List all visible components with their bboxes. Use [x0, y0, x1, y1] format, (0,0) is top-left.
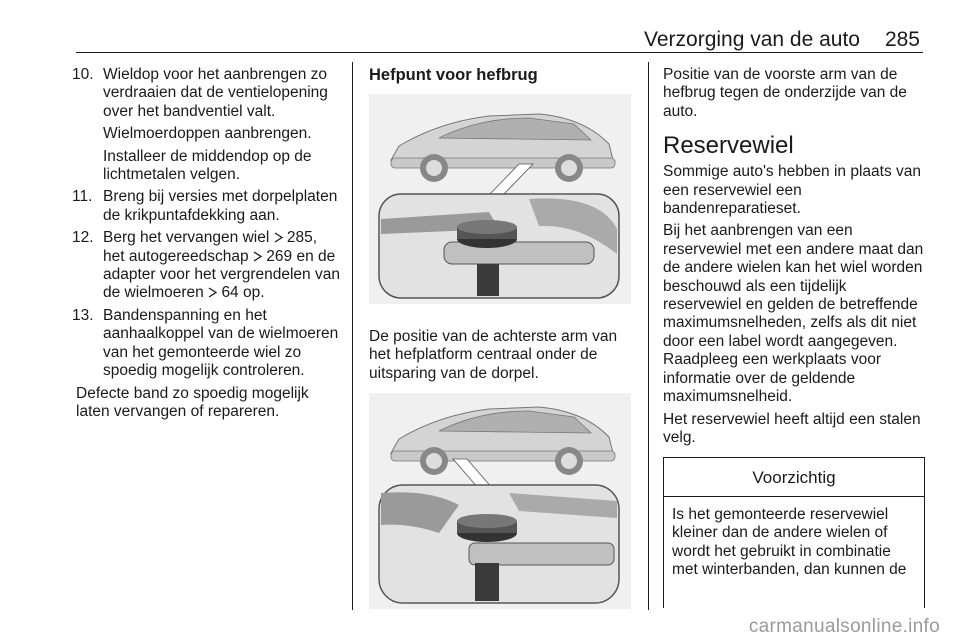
list-item [72, 66, 342, 121]
column-1 [72, 66, 342, 421]
paragraph: Bij het aanbrengen van een reservewiel met een andere maat dan de andere wielen kan het wiel worden beschouwd als een tijdelijk reservewiel en gelden de betreffende maximumsnelheden, zelfs als dit niet door een label wordt aangegeven. Raadpleeg een werkplaats voor informatie over de geldende maximumsnelheid. [663, 222, 924, 406]
list-text: Bandenspanning en het aanhaalkoppel van de wielmoeren van het gemonteerde wiel zo spoedig mogelijk controleren. [103, 306, 339, 380]
page-reference[interactable]: 64 op. [221, 284, 265, 302]
column-3 [663, 66, 925, 608]
paragraph: Defecte band zo spoedig mogelijk laten vervangen of repareren. [76, 384, 309, 420]
section-title: Verzorging van de auto [644, 28, 860, 51]
list-text: Breng bij versies met dorpelplaten de krikpuntafdekking aan. [103, 188, 338, 224]
paragraph: Het reservewiel heeft altijd een stalen velg. [663, 410, 921, 446]
page-reference[interactable]: 285, [286, 229, 318, 247]
page-reference[interactable]: 269 en de adapter voor het vergrendelen van de wielmoeren [103, 247, 340, 302]
reference-arrow-icon [274, 232, 283, 243]
reference-arrow-icon [208, 287, 217, 298]
page-number: 285 [884, 28, 920, 51]
list-number: 12. [72, 229, 94, 247]
list-item [72, 306, 342, 381]
list-number: 13. [72, 306, 94, 324]
list-subitem: Installeer de middendop op de lichtmetalen velgen. [103, 147, 312, 184]
reference-arrow-icon [253, 251, 262, 262]
header-rule [76, 52, 923, 53]
illustration-rear-lift-point [369, 393, 631, 609]
subheading: Hefpunt voor hefbrug [369, 66, 538, 84]
section-heading: Reservewiel [663, 132, 794, 160]
caution-title: Voorzichtig [664, 458, 924, 496]
illustration-front-lift-point [369, 94, 631, 304]
figure-caption: De positie van de achterste arm van het hefplatform centraal onder de uitsparing van de dorpel. [369, 327, 618, 382]
page-header [0, 24, 960, 52]
column-divider-2 [648, 62, 649, 610]
paragraph: Sommige auto's hebben in plaats van een reservewiel een bandenreparatieset. [663, 163, 922, 218]
list-text: Wieldop voor het aanbrengen zo verdraaien dat de ventielopening over het bandventiel valt. [103, 66, 328, 120]
list-item [72, 188, 342, 225]
caution-box [663, 457, 925, 608]
column-2 [369, 66, 633, 614]
column-divider-1 [352, 62, 353, 610]
list-text: Berg het vervangen wiel [103, 229, 270, 247]
watermark: carmanualsonline.info [748, 616, 940, 637]
list-subitem: Wielmoerdoppen aanbrengen. [103, 125, 312, 143]
paragraph: Positie van de voorste arm van de hefbrug tegen de onderzijde van de auto. [663, 66, 907, 120]
list-number: 10. [72, 66, 94, 83]
list-text: het autogereedschap [103, 247, 249, 265]
caution-text: Is het gemonteerde reservewiel kleiner dan de andere wielen of wordt het gebruikt in combinatie met winterbanden, dan kunnen de [672, 505, 907, 578]
list-number: 11. [72, 188, 93, 206]
list-item [72, 229, 342, 303]
